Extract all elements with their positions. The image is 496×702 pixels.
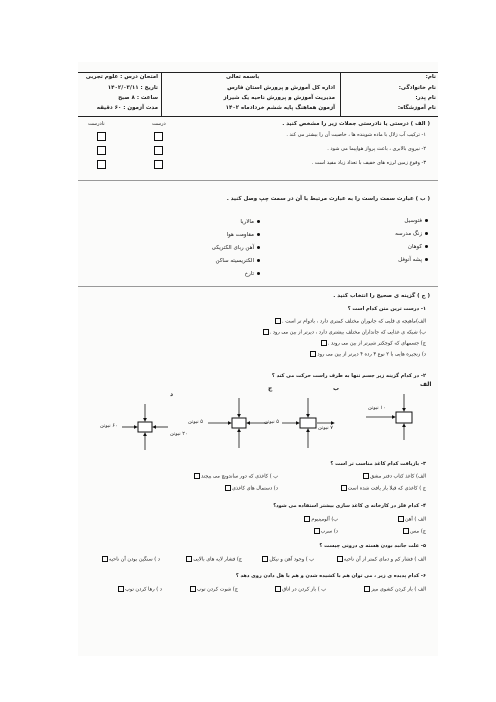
q1-option-c[interactable]: ج) جسمهای که کوچکتر شیرتر از بین می روند . (320, 340, 426, 347)
answer-box-icon[interactable] (363, 473, 369, 479)
match-left-item-3: آهن ربای الکتریکی (212, 246, 260, 252)
q5-option-c[interactable]: ج) فشار لایه های بالایی (185, 556, 242, 563)
school-name-label: نام آموزشگاه: (397, 105, 436, 111)
answer-box-icon[interactable] (364, 586, 370, 592)
force-label: ۱۰ نیوتن (368, 405, 386, 411)
col-false-label: نادرست (88, 121, 105, 127)
bullet-icon (425, 245, 428, 248)
false-checkbox-2[interactable] (97, 146, 106, 155)
q4-text: ۴- کدام فلز در کارخانه ی کاغذ سازی بیشتر استفاده می شود؟ (273, 503, 426, 509)
force-label: ۵ نیوتن (188, 419, 203, 425)
col-true-label: درست (152, 121, 166, 127)
match-right-item-2: زنگ مدرسه (395, 232, 428, 238)
header-org-line1: اداره کل آموزش و پرورش استان فارس (227, 85, 335, 91)
diagram-label-c: ج (268, 385, 273, 392)
bullet-icon (257, 220, 260, 223)
header-divider-right (340, 72, 341, 116)
q6-option-a[interactable]: الف ) باز کردن کشوی میز (363, 586, 426, 593)
true-checkbox-3[interactable] (154, 160, 163, 169)
section-a-item-2: ۲- نیروی بالابری ، باعث پرواز هواپیما می شود . (327, 146, 426, 152)
answer-box-icon[interactable] (102, 556, 108, 562)
section-c-title: ( ج ) گزینه ی صحیح را انتخاب کنید . (333, 293, 430, 299)
answer-box-icon[interactable] (186, 556, 192, 562)
q4-option-d[interactable]: د) سرب (313, 528, 338, 535)
answer-box-icon[interactable] (263, 329, 269, 335)
exam-sheet (78, 62, 438, 656)
q5-text: ۵- علت جانبد بودن هسته ی درونی چیست ؟ (319, 543, 426, 549)
answer-box-icon[interactable] (310, 351, 316, 357)
section-a-item-1: ۱- ترکیب آب زلال با ماده شوینده ها ، خاصیت آن را بیشتر می کند . (286, 132, 426, 138)
q3-text: ۳- بازیافت کدام کاغذ مناسب تر است ؟ (330, 461, 426, 467)
section-a-title: ( الف ) درستی یا نادرستی جملات زیر را مشخص کنید . (282, 121, 430, 127)
q5-option-d[interactable]: د ) سنگین بودن آن ناحیه (101, 556, 160, 563)
q1-option-a[interactable]: الف)ماهیچه ی قلبی که جانوران مختلف کمتری دارد ، بادوام تر است . (274, 318, 426, 325)
diagram-d (122, 404, 168, 450)
section-a-item-3: ۳- وقوع زمین لرزه های خفیف با تعداد زیاد مفید است . (311, 160, 426, 166)
q5-option-b[interactable]: ب ) وجود آهن و نیکل (261, 556, 314, 563)
answer-box-icon[interactable] (194, 473, 200, 479)
q6-option-c[interactable]: ج) شوت کردن توپ (189, 586, 238, 593)
diagram-label-b: ب (333, 385, 340, 392)
match-left-item-4: الکتریسیته ساکن (216, 259, 260, 265)
divider (78, 180, 438, 181)
diagram-b (282, 398, 334, 448)
q6-option-d[interactable]: د ) رها کردن توپ (117, 586, 162, 593)
q2-text: ۲- در کدام گزینه زیر جسم تنها به طرف راست حرکت می کند ؟ (271, 373, 426, 379)
answer-box-icon[interactable] (398, 516, 404, 522)
q5-option-a[interactable]: الف ) فشار کم و دمای کمتر از آن ناحیه (336, 556, 426, 563)
q1-text: ۱- درست ترین متن کدام است ؟ (347, 306, 426, 312)
false-checkbox-3[interactable] (97, 160, 106, 169)
father-name-label: نام پدر: (415, 95, 436, 101)
diagram-label-a: الف (420, 381, 432, 388)
answer-box-icon[interactable] (321, 340, 327, 346)
answer-box-icon[interactable] (403, 528, 409, 534)
diagram-label-d: د (170, 391, 174, 398)
answer-box-icon[interactable] (275, 318, 281, 324)
diagram-a (366, 394, 412, 440)
header-divider-left (161, 72, 162, 116)
divider (78, 286, 438, 287)
q1-option-b[interactable]: ب) شبکه ی غذایی که جانداران مختلف بیشتری دارد ، دیرتر از بین می رود . (262, 329, 426, 336)
bullet-icon (257, 233, 260, 236)
force-diagrams (78, 382, 438, 462)
answer-box-icon[interactable] (225, 485, 231, 491)
answer-box-icon[interactable] (118, 586, 124, 592)
q4-option-b[interactable]: ب) آلومینیوم (303, 516, 338, 523)
true-checkbox-2[interactable] (154, 146, 163, 155)
q3-option-b[interactable]: ب ) کاغذی که دور ساندویچ می پیچند (193, 473, 278, 480)
match-left-item-2: مقاومت هوا (227, 233, 260, 239)
force-label: ۵ نیوتن (264, 419, 279, 425)
force-label: ۷ نیوتن (318, 425, 333, 431)
header-bottom-border (78, 116, 438, 117)
bullet-icon (257, 246, 260, 249)
answer-box-icon[interactable] (190, 586, 196, 592)
bullet-icon (425, 258, 428, 261)
match-left-item-1: مالاریا (240, 220, 260, 226)
exam-duration: مدت آزمون : ۶۰ دقیقه (96, 105, 158, 111)
force-label: ۲۰ نیوتن (170, 431, 188, 437)
exam-subject: امتحان درس : علوم تجربی (85, 74, 158, 80)
q3-option-c[interactable]: ج ) کاغذی که قبلا باز یافت شده است (340, 485, 426, 492)
q3-option-d[interactable]: د) دستمال های کاغذی (224, 485, 278, 492)
section-b-title: ( ب ) عبارت سمت راست را به عبارت مرتبط با آن در سمت چپ وصل کنید . (226, 196, 430, 202)
q4-option-a[interactable]: الف ) آهن (397, 516, 426, 523)
match-left-item-5: تارخ (245, 272, 260, 278)
q1-option-d[interactable]: د) زنجیره هایی با ۲ نوع ۳ رده ۴ دیرتر از بین می رود (309, 351, 426, 358)
force-label: ۶۰ نیوتن (100, 423, 118, 429)
match-right-item-1: فتوسیل (404, 219, 428, 225)
answer-box-icon[interactable] (262, 556, 268, 562)
exam-date: تاریخ : ۱۴۰۲/۰۳/۱۱ (107, 85, 158, 91)
header-exam-title: آزمون هماهنگ پایه ششم خردادماه ۱۴۰۲ (225, 105, 335, 111)
match-right-item-4: پشه آنوفل (398, 258, 428, 264)
q3-option-a[interactable]: الف) کاغذ کتاب دفتر مشق (362, 473, 426, 480)
q4-option-c[interactable]: ج) مس (402, 528, 426, 535)
match-right-item-3: کوهان (408, 245, 428, 251)
bullet-icon (425, 219, 428, 222)
q6-text: ۶- کدام پدیده ی زیر ، می توان هم با کشیده شدن و هم با هل دادن روی دهد ؟ (235, 573, 426, 579)
answer-box-icon[interactable] (304, 516, 310, 522)
header-top-border (78, 72, 438, 73)
answer-box-icon[interactable] (337, 556, 343, 562)
header-org-line2: مدیریت آموزش و پرورش ناحیه یک شیراز (223, 95, 335, 101)
student-name-label: نام: (425, 74, 436, 80)
diagram-c (208, 398, 268, 448)
false-checkbox-1[interactable] (97, 132, 106, 141)
answer-box-icon[interactable] (275, 586, 281, 592)
bullet-icon (257, 259, 260, 262)
q6-option-b[interactable]: ب ) باز کردن در اتاق (274, 586, 326, 593)
answer-box-icon[interactable] (314, 528, 320, 534)
basmala: باسمه تعالی (226, 74, 260, 80)
true-checkbox-1[interactable] (154, 132, 163, 141)
answer-box-icon[interactable] (341, 485, 347, 491)
student-family-label: نام خانوادگی: (398, 85, 436, 91)
bullet-icon (257, 272, 260, 275)
bullet-icon (425, 232, 428, 235)
exam-time: ساعت : ۸ صبح (118, 95, 158, 101)
